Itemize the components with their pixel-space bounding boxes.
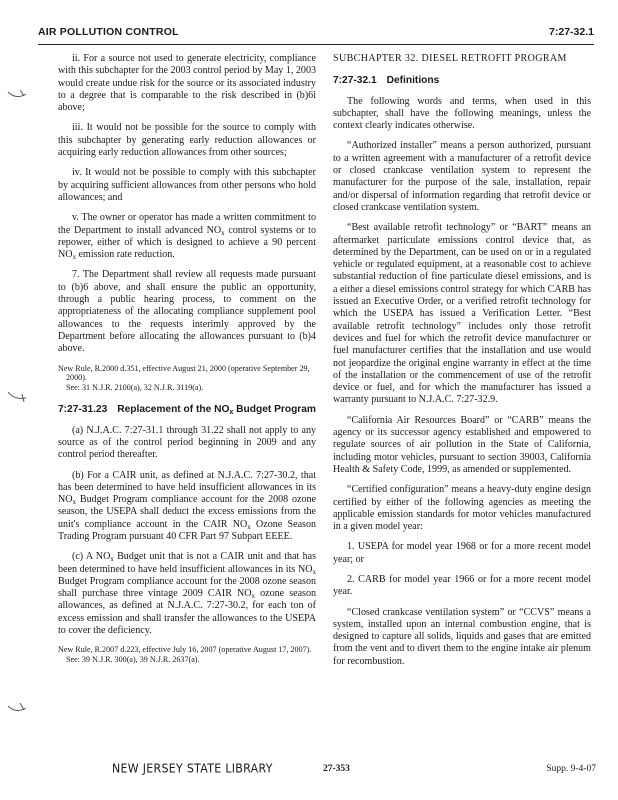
left-column xyxy=(58,53,316,677)
paragraph-c: (c) A $NO_x$ Budget unit that is not a CAIR unit and that has been determined to have held insufficient allowances in its $NO_x$ Budget Program compliance account for the 2008 ozone season shall purchase three vintage 2009 CAIR $NO_x$ ozone season allowances, as defined at N.J.A.C. 7:27-30.2, for each ton of excess emission and shall transfer the allowances to the USEPA to cover the deficiency. xyxy=(58,551,316,637)
section-heading-32-1: 7:27-32.1 Definitions xyxy=(333,75,440,87)
definition-carb: “California Air Resources Board” or “CARB” means the agency or its successor agency established and empowered to regulate sources of air pollution in the State of California, including motor vehicles, pursuant to section 39003, California Health & Safety Code, 1999, as amended or supplemented. xyxy=(333,414,591,475)
supplement-date: Supp. 9-4-07 xyxy=(546,764,596,774)
margin-mark-icon xyxy=(6,86,28,102)
subchapter-heading: SUBCHAPTER 32. DIESEL RETROFIT PROGRAM xyxy=(333,53,567,64)
history-note: New Rule, R.2000 d.351, effective August 21, 2000 (operative September 29, 2000). See: 31 N.J.R. 2100(a), 32 N.J.R. 3119(a). xyxy=(58,363,310,392)
definition-authorized-installer: “Authorized installer” means a person authorized, pursuant to a written agreement with a manufacturer of a retrofit device or closed crankcase ventilation system to represent the manufacturer for the purpose of the sale, installation, repair and/or dispersal of information regarding that retrofit device or closed crankcase ventilation system. xyxy=(333,140,591,213)
margin-mark-icon xyxy=(6,388,28,404)
paragraph-b: (b) For a CAIR unit, as defined at N.J.A.C. 7:27-30.2, that has been determined to have held insufficient allowances in its $NO_x$ Budget Program compliance account for the 2008 ozone season, the USEPA shall deduct the excess emissions from the unit's compliance account in the CAIR $NO_x$ Ozone Season Trading Program pursuant 40 CFR Part 97 Subpart EEEE. xyxy=(58,469,316,542)
right-column xyxy=(333,53,591,676)
paragraph-a: (a) N.J.A.C. 7:27-31.1 through 31.22 shall not apply to any source as of the control period beginning in 2009 and any control period thereafter. xyxy=(58,424,316,461)
paragraph-iii: iii. It would not be possible for the source to comply with this subchapter by generating early reduction allowances or acquiring early reduction allowances from other sources; xyxy=(58,122,316,159)
section-heading-31-23: 7:27-31.23 Replacement of the $NO_x$ Budget Program xyxy=(58,404,316,417)
definition-bart: “Best available retrofit technology” or “BART” means an aftermarket particulate emissions control device that, as determined by the Department, can be used on or in a regulated vehicle or regulated equipment, at a reasonable cost to achieve substantial reduction of fine particulate diesel emissions, and is a either a diesel emissions control strategy for which CARB has issued an Executive Order, or a verified retrofit technology for which the USEPA has issued a Verification Letter. “Best available retrofit technology” includes only those retrofit devices and fuel for which the retrofit device manufacturer or fuel manufacturer certifies that the installation and use would not jeopardize the original engine warranty in effect at the time of the installation or the commencement of use of the retrofit device or fuel, and for which the manufacturer has issued a warranty pursuant to N.J.A.C. 7:27-32.9. xyxy=(333,222,591,406)
running-header xyxy=(38,26,594,42)
header-section-number: 7:27-32.1 xyxy=(549,26,594,38)
library-stamp: NEW JERSEY STATE LIBRARY xyxy=(112,761,273,776)
paragraph-iv: iv. It would not be possible to comply with this subchapter by acquiring sufficient allowances from other persons who hold allowances; and xyxy=(58,167,316,203)
definitions-intro: The following words and terms, when used in this subchapter, shall have the following meanings, unless the context clearly indicates otherwise. xyxy=(333,95,591,132)
paragraph-7: 7. The Department shall review all requests made pursuant to (b)6 above, and shall ensure the public an opportunity, through a public hearing process, to comment on the appropriateness of the allocating compliance supplement pool allowances to the requests interimly approved by the Department before allocating the allowances pursuant to (b)4 above. xyxy=(58,269,316,355)
definition-item-1: 1. USEPA for model year 1968 or for a more recent model year; or xyxy=(333,541,591,565)
page-number: 27-353 xyxy=(323,764,350,774)
header-title: AIR POLLUTION CONTROL xyxy=(38,26,179,38)
paragraph-ii: ii. For a source not used to generate electricity, compliance with this subchapter for the 2003 control period by May 1, 2003 would create undue risk for the source or its associated industry to a degree that is comparable to the risk described in (b)6i above; xyxy=(58,53,316,114)
definition-ccvs: “Closed crankcase ventilation system” or “CCVS” means a system, installed upon an internal combustion engine, that is designed to capture all solids, liquids and gases that are emitted from the vent and to divert them to the engine intake air plenum for recombustion. xyxy=(333,606,591,667)
header-rule xyxy=(38,44,594,45)
page-footer xyxy=(30,762,596,780)
paragraph-v: v. The owner or operator has made a written commitment to the Department to install advanced $NO_x$ control systems or to repower, either of which is designed to achieve a 90 percent $NO_x$ emission rate reduction. xyxy=(58,212,316,262)
margin-mark-icon xyxy=(6,700,28,716)
history-note: New Rule, R.2007 d.223, effective July 16, 2007 (operative August 17, 2007). See: 39 N.J.R. 300(a), 39 N.J.R. 2637(a). xyxy=(58,645,312,664)
definition-certified-configuration: “Certified configuration” means a heavy-duty engine design certified by either of the following agencies as meeting the applicable emission standards for motor vehicles manufactured in a given model year: xyxy=(333,484,591,533)
definition-item-2: 2. CARB for model year 1966 or for a more recent model year. xyxy=(333,573,591,598)
